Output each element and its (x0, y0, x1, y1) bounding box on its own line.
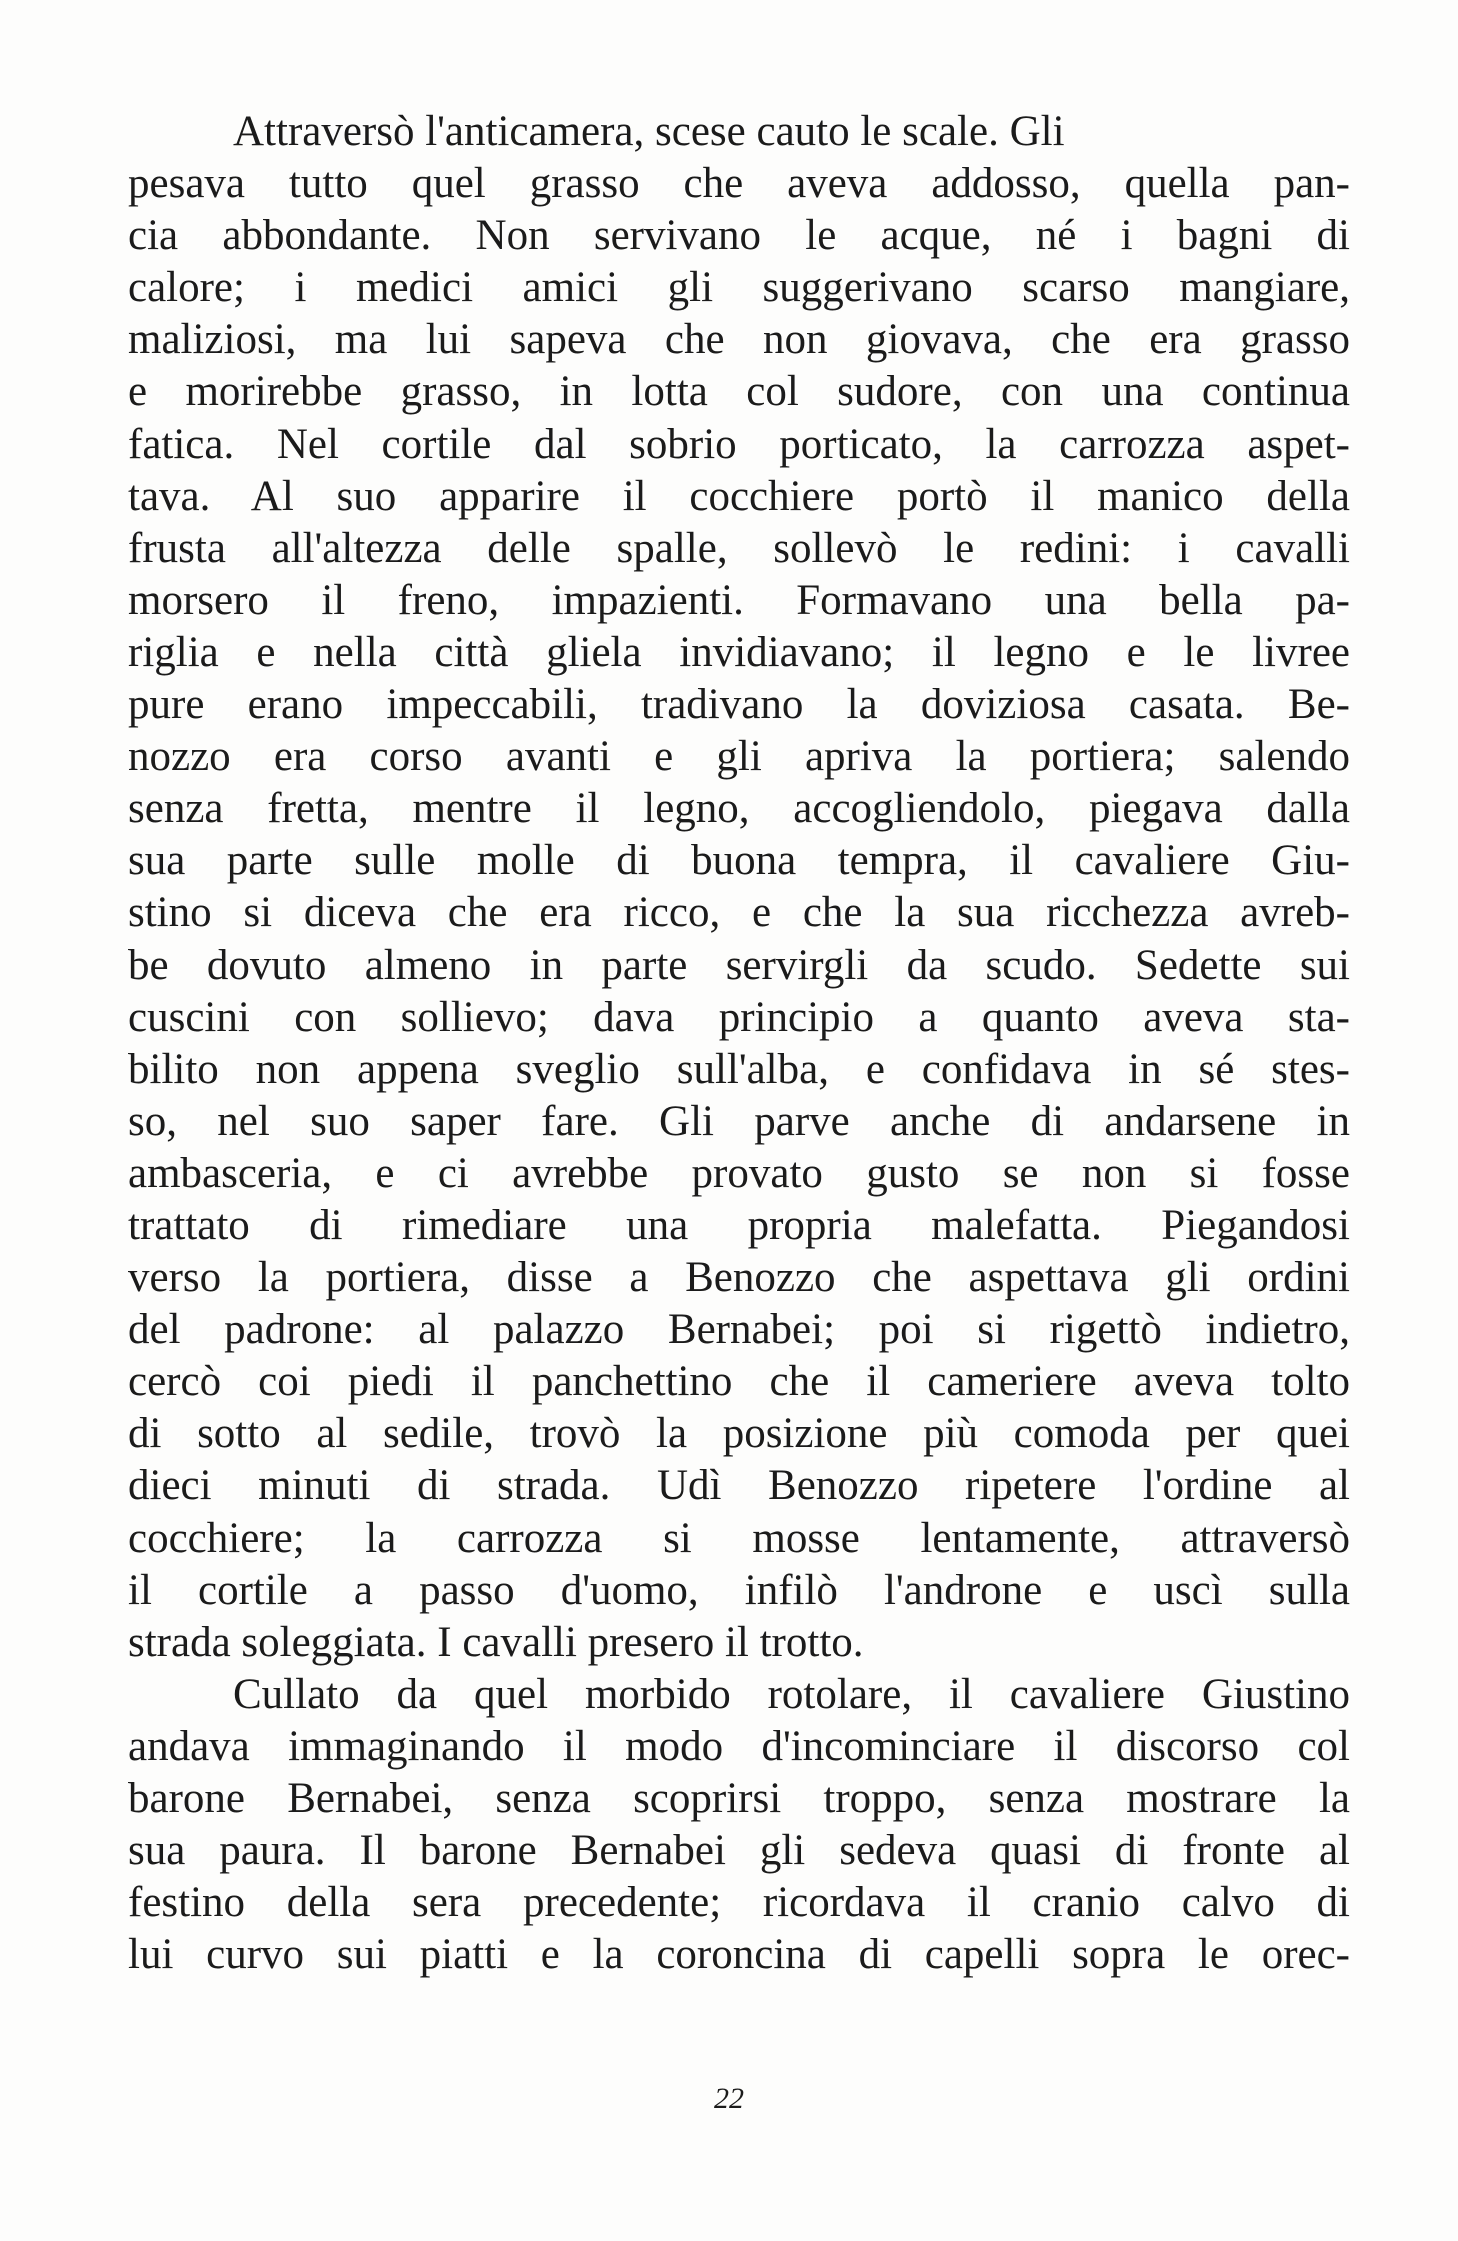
text-line: e morirebbe grasso, in lotta col sudore, con una continua (128, 368, 1350, 416)
text-line: morsero il freno, impazienti. Formavano una bella pa- (128, 576, 1350, 624)
text-line: pesava tutto quel grasso che aveva addosso, quella pan- (128, 160, 1350, 208)
text-line: del padrone: al palazzo Bernabei; poi si rigettò indietro, (128, 1306, 1350, 1354)
body-text (128, 106, 1350, 1981)
text-line: andava immaginando il modo d'incominciare il discorso col (128, 1722, 1350, 1770)
text-line: nozzo era corso avanti e gli apriva la portiera; salendo (128, 733, 1350, 781)
text-line: barone Bernabei, senza scoprirsi troppo, senza mostrare la (128, 1775, 1350, 1822)
text-line: calore; i medici amici gli suggerivano scarso mangiare, (128, 264, 1350, 312)
text-line: festino della sera precedente; ricordava il cranio calvo di (128, 1879, 1350, 1927)
text-line: trattato di rimediare una propria malefatta. Piegandosi (128, 1201, 1350, 1249)
page-number: 22 (714, 2082, 744, 2115)
text-line: cocchiere; la carrozza si mosse lentamente, attraversò (128, 1514, 1350, 1562)
text-line: cia abbondante. Non servivano le acque, né i bagni di (128, 212, 1350, 260)
text-line: sua paura. Il barone Bernabei gli sedeva quasi di fronte al (128, 1827, 1350, 1875)
text-line: frusta all'altezza delle spalle, sollevò le redini: i cavalli (128, 524, 1350, 572)
text-line: fatica. Nel cortile dal sobrio porticato, la carrozza aspet- (128, 420, 1350, 468)
text-line: ambasceria, e ci avrebbe provato gusto se non si fosse (128, 1149, 1350, 1197)
text-line: strada soleggiata. I cavalli presero il trotto. (128, 1618, 864, 1666)
text-line: riglia e nella città gliela invidiavano; il legno e le livree (128, 628, 1350, 676)
text-line: be dovuto almeno in parte servirgli da scudo. Sedette sui (128, 941, 1350, 989)
text-line: cuscini con sollievo; dava principio a quanto aveva sta- (128, 993, 1350, 1041)
text-line: Cullato da quel morbido rotolare, il cavaliere Giustino (233, 1670, 1350, 1718)
text-line: lui curvo sui piatti e la coroncina di capelli sopra le orec- (128, 1931, 1350, 1979)
text-line: bilito non appena sveglio sull'alba, e confidava in sé stes- (128, 1045, 1350, 1093)
text-line: il cortile a passo d'uomo, infilò l'androne e uscì sulla (128, 1566, 1350, 1614)
text-line: maliziosi, ma lui sapeva che non giovava, che era grasso (128, 316, 1350, 364)
text-line: senza fretta, mentre il legno, accogliendolo, piegava dalla (128, 785, 1350, 833)
text-line: pure erano impeccabili, tradivano la doviziosa casata. Be- (128, 681, 1350, 729)
text-line: tava. Al suo apparire il cocchiere portò il manico della (128, 472, 1350, 520)
text-line: verso la portiera, disse a Benozzo che aspettava gli ordini (128, 1254, 1350, 1302)
text-line: sua parte sulle molle di buona tempra, il cavaliere Giu- (128, 837, 1350, 885)
text-line: so, nel suo saper fare. Gli parve anche di andarsene in (128, 1097, 1350, 1145)
text-line: dieci minuti di strada. Udì Benozzo ripetere l'ordine al (128, 1462, 1350, 1510)
text-line: stino si diceva che era ricco, e che la sua ricchezza avreb- (128, 889, 1350, 937)
text-line: cercò coi piedi il panchettino che il cameriere aveva tolto (128, 1358, 1350, 1406)
text-line: Attraversò l'anticamera, scese cauto le scale. Gli (233, 108, 1065, 155)
text-line: di sotto al sedile, trovò la posizione più comoda per quei (128, 1410, 1350, 1458)
